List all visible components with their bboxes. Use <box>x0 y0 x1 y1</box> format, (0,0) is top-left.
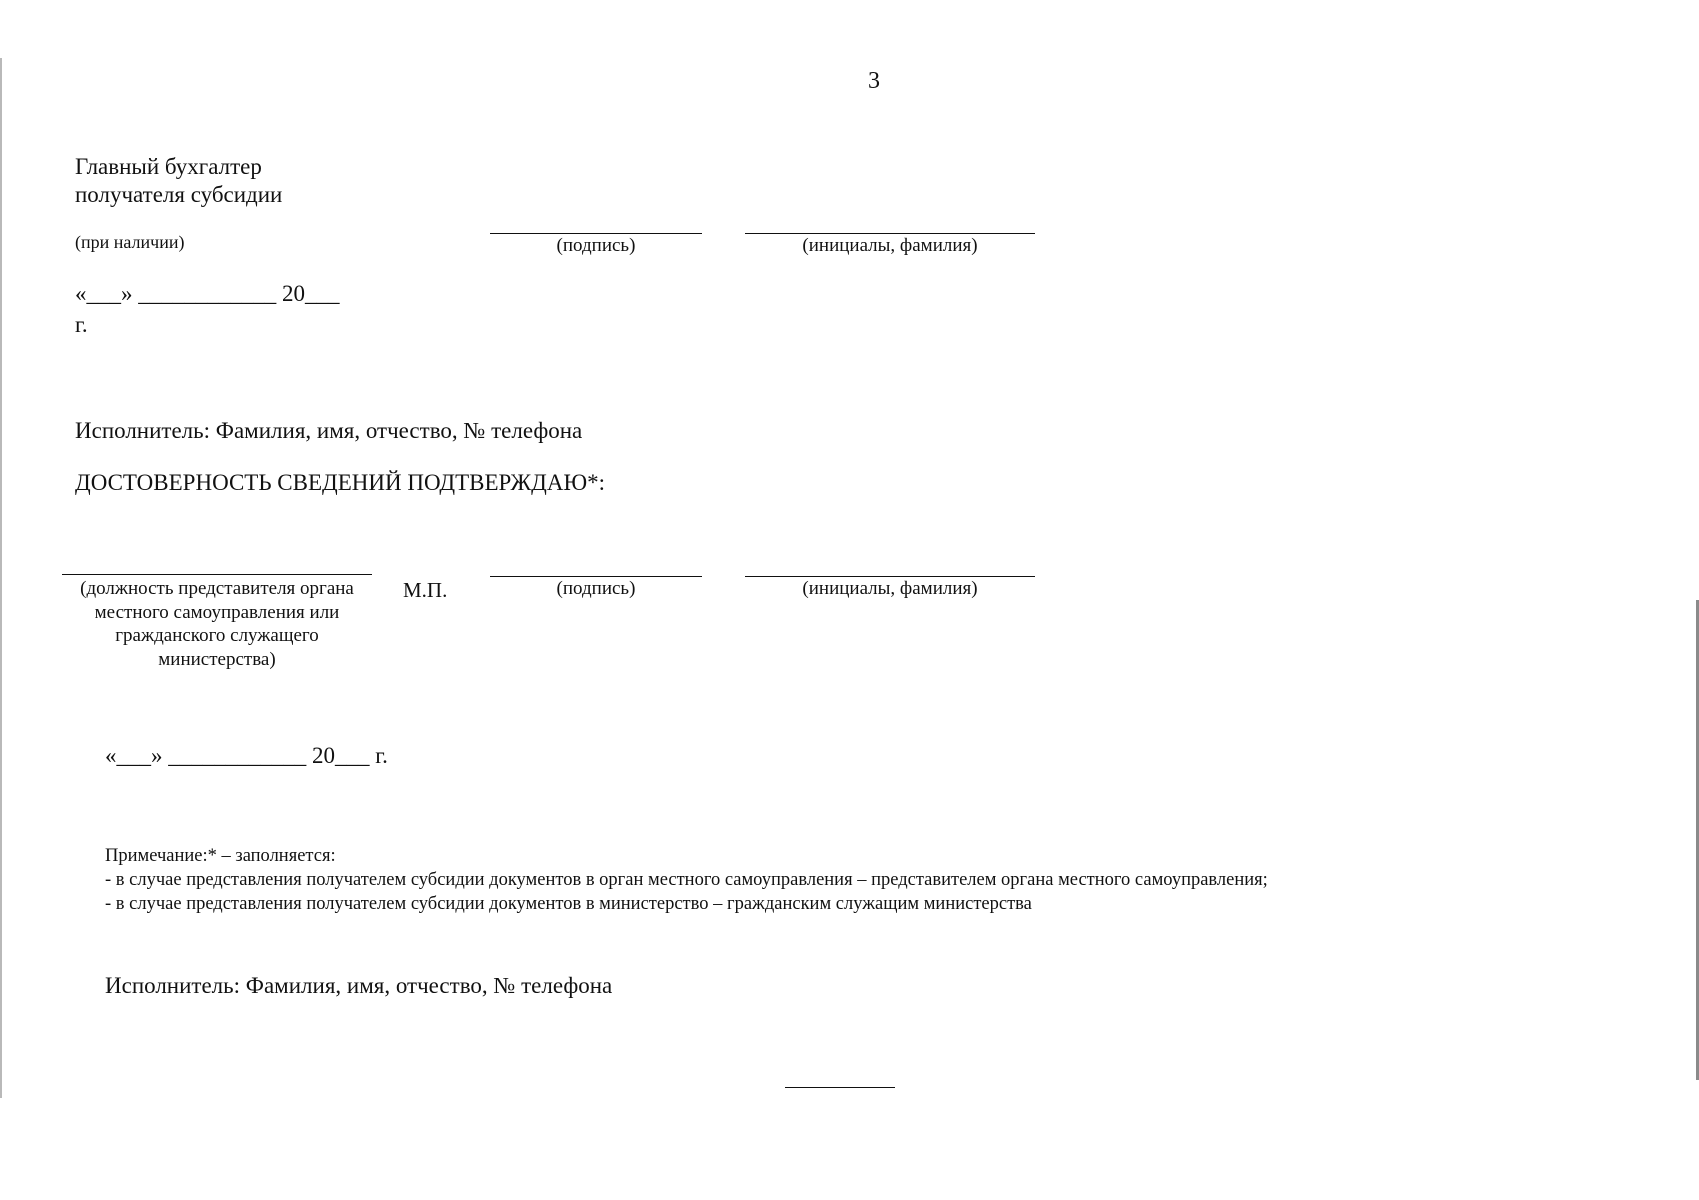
scan-edge-left <box>0 58 2 1098</box>
chief-accountant-date-line: «___» ____________ 20___ <box>75 281 340 306</box>
executor-line-2: Исполнитель: Фамилия, имя, отчество, № телефона <box>105 973 613 998</box>
confirmation-name-line <box>745 576 1035 577</box>
note-item-2: - в случае представления получателем субсидии документов в министерство – гражданским служащим министерства <box>105 894 1032 914</box>
chief-accountant-signature-caption: (подпись) <box>556 235 636 256</box>
chief-accountant-name-line <box>745 233 1035 234</box>
stamp-mark: М.П. <box>403 578 448 602</box>
position-line <box>62 574 372 575</box>
confirmation-signature-caption: (подпись) <box>556 578 636 599</box>
confirmation-heading: ДОСТОВЕРНОСТЬ СВЕДЕНИЙ ПОДТВЕРЖДАЮ*: <box>75 470 605 495</box>
note-item-1: - в случае представления получателем субсидии документов в орган местного самоуправления – представителем органа местного самоуправления; <box>105 870 1268 890</box>
chief-accountant-title-line2: получателя субсидии <box>75 182 283 207</box>
chief-accountant-name-caption: (инициалы, фамилия) <box>802 235 978 256</box>
confirmation-date-line: «___» ____________ 20___ г. <box>105 743 388 768</box>
chief-accountant-title-line1: Главный бухгалтер <box>75 154 262 179</box>
note-title: Примечание:* – заполняется: <box>105 846 336 866</box>
confirmation-name-caption: (инициалы, фамилия) <box>802 578 978 599</box>
end-separator-line <box>785 1087 895 1088</box>
chief-accountant-condition: (при наличии) <box>75 232 185 252</box>
position-caption: (должность представителя органа местного самоуправления или гражданского служащего министерства) <box>80 578 354 670</box>
confirmation-signature-line <box>490 576 702 577</box>
page-number: 3 <box>868 68 880 94</box>
chief-accountant-year-suffix: г. <box>75 312 88 337</box>
chief-accountant-signature-line <box>490 233 702 234</box>
executor-line-1: Исполнитель: Фамилия, имя, отчество, № телефона <box>75 418 583 443</box>
